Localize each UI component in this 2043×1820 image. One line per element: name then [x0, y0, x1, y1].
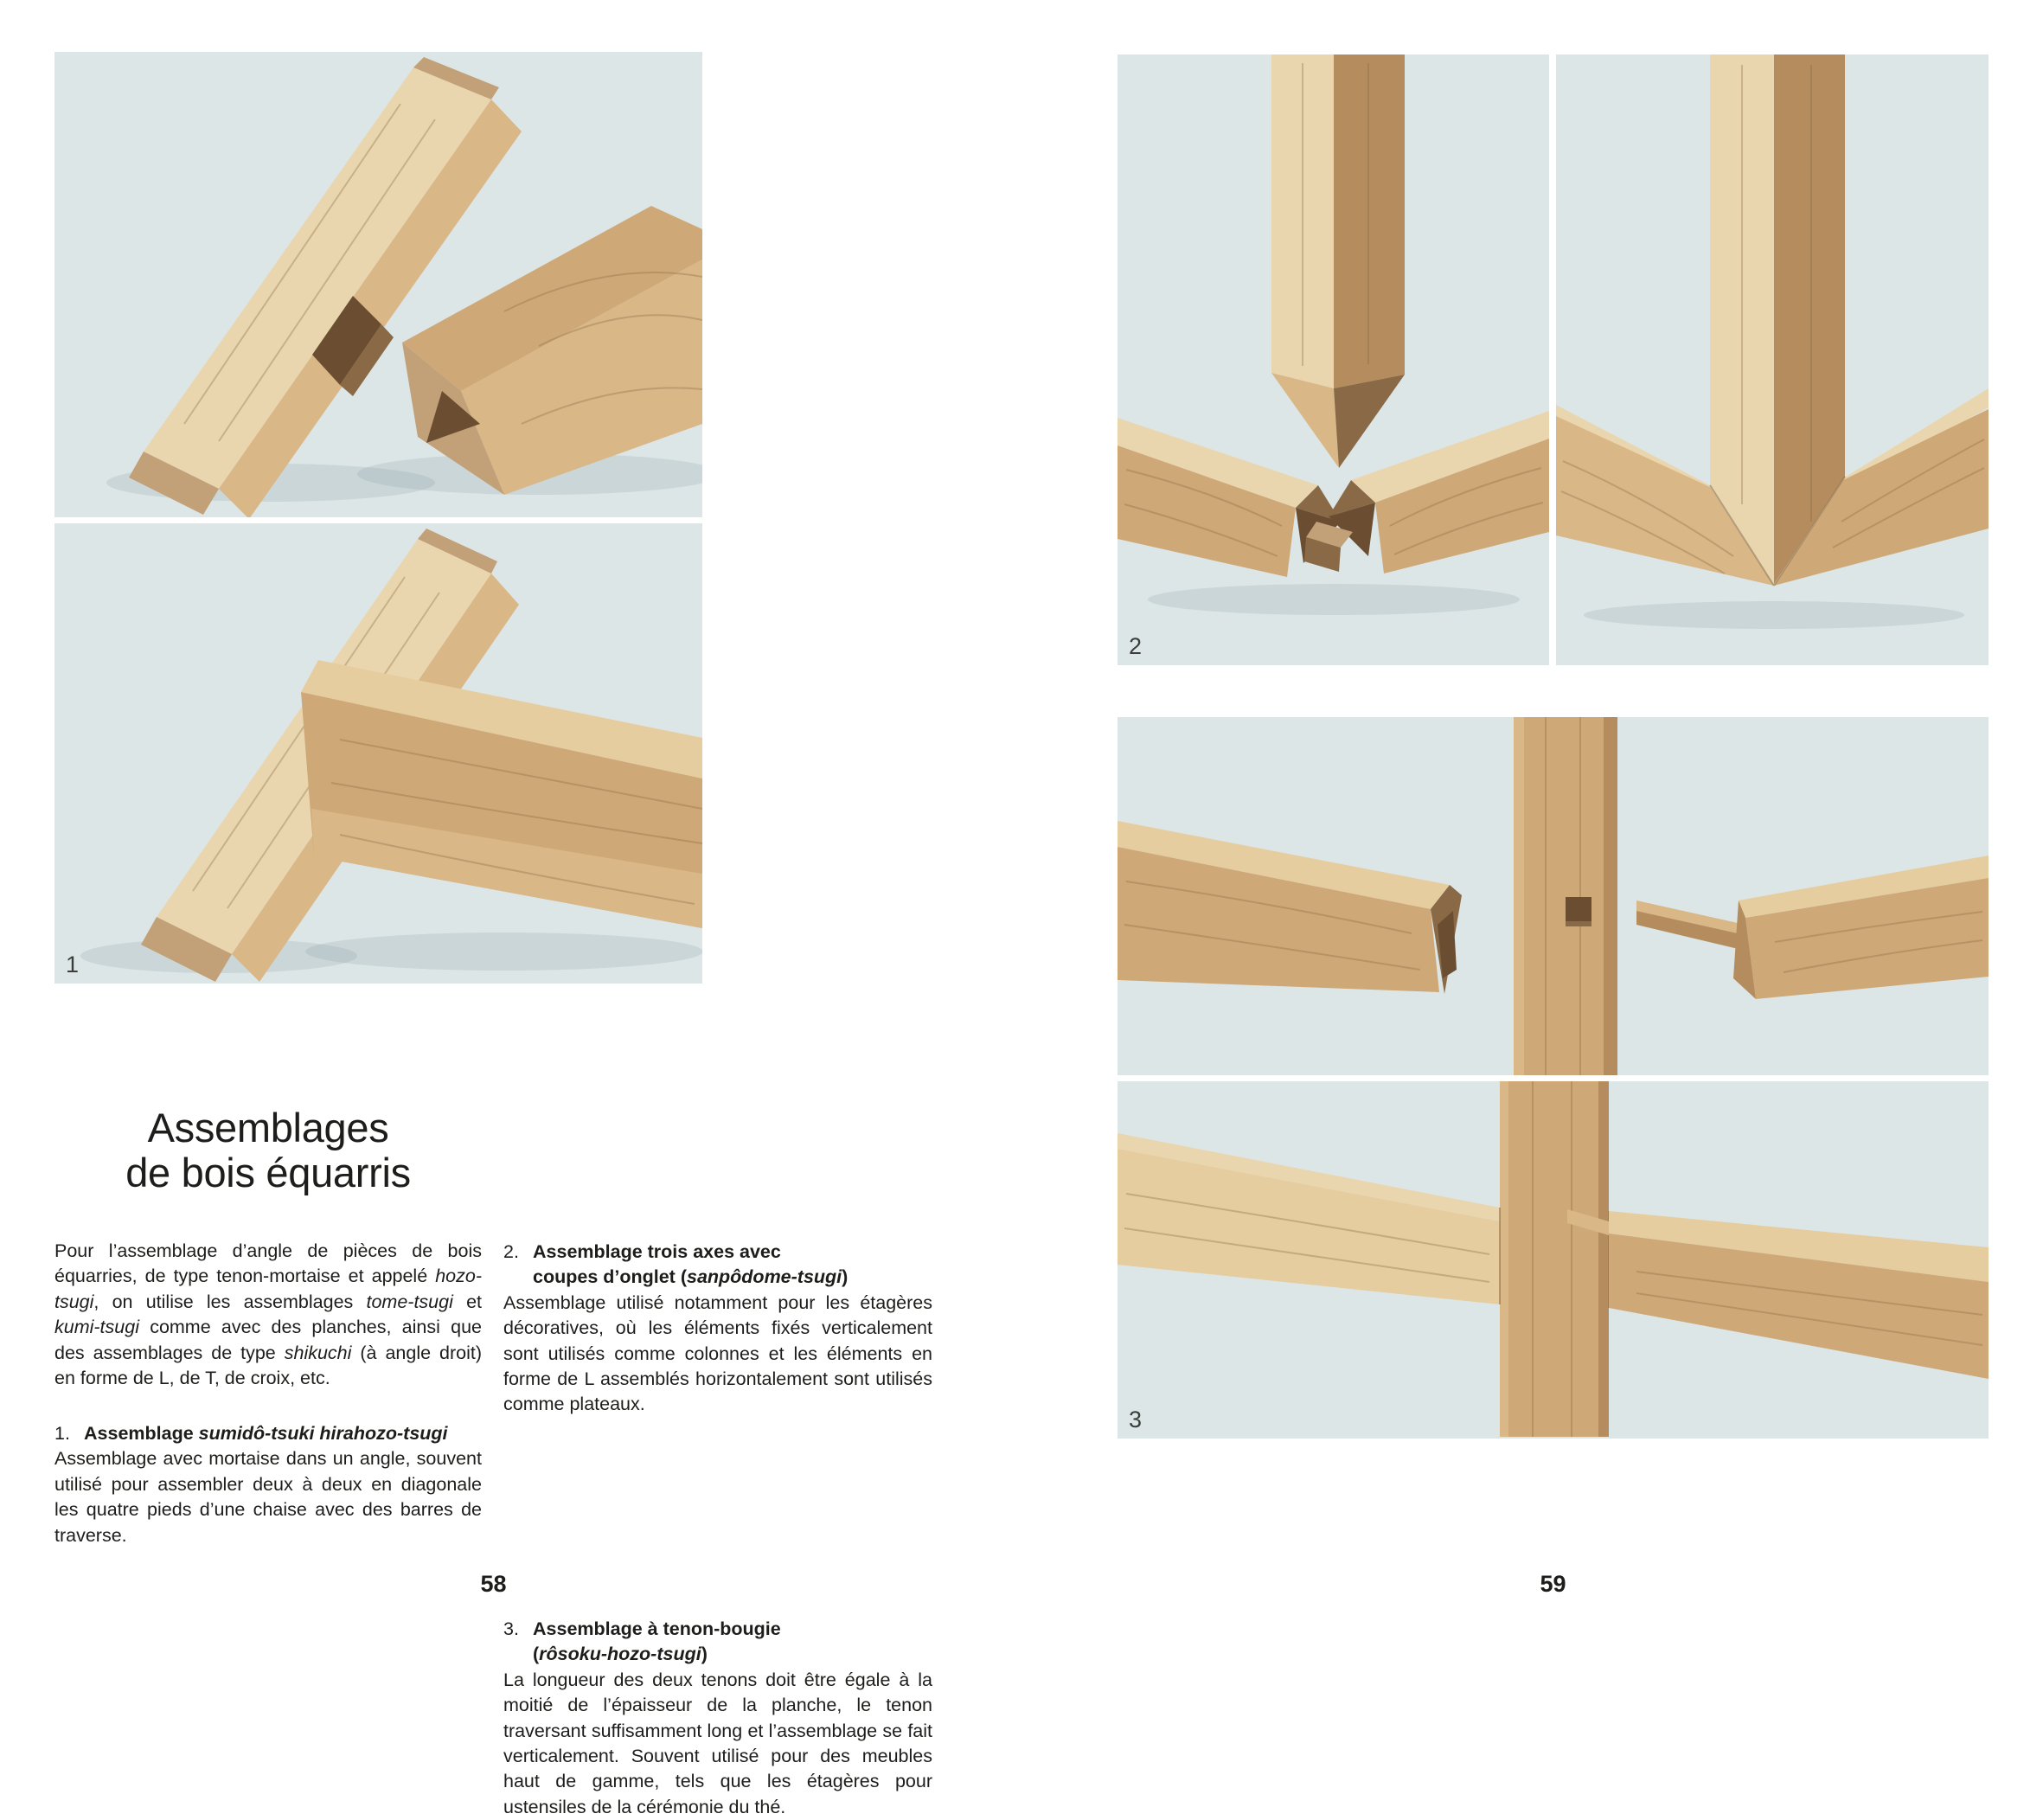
- wood-joint-illustration: [1118, 54, 1549, 665]
- item-2-heading: Assemblage trois axes avec coupes d’onglet (sanpôdome-tsugi): [533, 1241, 849, 1288]
- wood-joint-illustration: [1118, 1081, 1989, 1437]
- page-title: [54, 1105, 482, 1195]
- page-number-58: 58: [480, 1571, 507, 1597]
- figure-2-photo-disassembled: [1118, 54, 1549, 665]
- page-number-59: 59: [1540, 1571, 1566, 1597]
- wood-joint-illustration: [1118, 717, 1989, 1075]
- section-item-1: [54, 1421, 482, 1548]
- figure-2-photo-assembled: [1556, 54, 1989, 665]
- figure-3-photo-disassembled: [1118, 717, 1989, 1075]
- item-3-heading: Assemblage à tenon-bougie (rôsoku-hozo-tsugi): [533, 1618, 781, 1665]
- wood-joint-illustration: [54, 523, 702, 984]
- figure-3-label: 3: [1129, 1407, 1143, 1432]
- figure-3-photo-assembled: [1118, 1081, 1989, 1439]
- item-1-number: 1.: [54, 1423, 70, 1444]
- wood-joint-illustration: [54, 52, 702, 517]
- figure-1-photo-disassembled: [54, 52, 702, 517]
- item-2-number: 2.: [503, 1241, 519, 1263]
- wood-joint-illustration: [1556, 54, 1989, 665]
- page-title-line1: Assemblages: [147, 1105, 389, 1150]
- item-3-number: 3.: [503, 1618, 519, 1639]
- section-item-2: [503, 1240, 932, 1418]
- figure-2-label: 2: [1129, 633, 1143, 659]
- figure-1-label: 1: [66, 952, 80, 977]
- page-title-line2: de bois équarris: [125, 1150, 411, 1195]
- intro-paragraph: Pour l’assemblage d’angle de pièces de bois équarries, de type tenon-mortaise et appelé hozo-tsugi, on utilise les assemblages tome-tsugi et kumi-tsugi comme avec des planches, ainsi que des assemblages de type shikuchi (à angle droit) en forme de L, de T, de croix, etc.: [54, 1240, 482, 1389]
- figure-1-photo-assembled: [54, 523, 702, 984]
- item-3-body: La longueur des deux tenons doit être égale à la moitié de l’épaisseur de la planche, le tenon traversant suffisamment long et l’assemblage se fait verticalement. Souvent utilisé pour des meubles haut de gamme, tels que les étagères pour ustensiles de la cérémonie du thé.: [503, 1669, 932, 1817]
- item-1-body: Assemblage avec mortaise dans un angle, souvent utilisé pour assembler deux à deux en diagonale les quatre pieds d’une chaise avec des barres de traverse.: [54, 1448, 482, 1546]
- section-item-3: [503, 1617, 932, 1820]
- item-2-body: Assemblage utilisé notamment pour les étagères décoratives, où les éléments fixés verticalement sont utilisés comme colonnes et les éléments en forme de L assemblés horizontalement sont utilisés comme plateaux.: [503, 1291, 932, 1415]
- item-1-heading: Assemblage sumidô-tsuki hirahozo-tsugi: [84, 1423, 448, 1444]
